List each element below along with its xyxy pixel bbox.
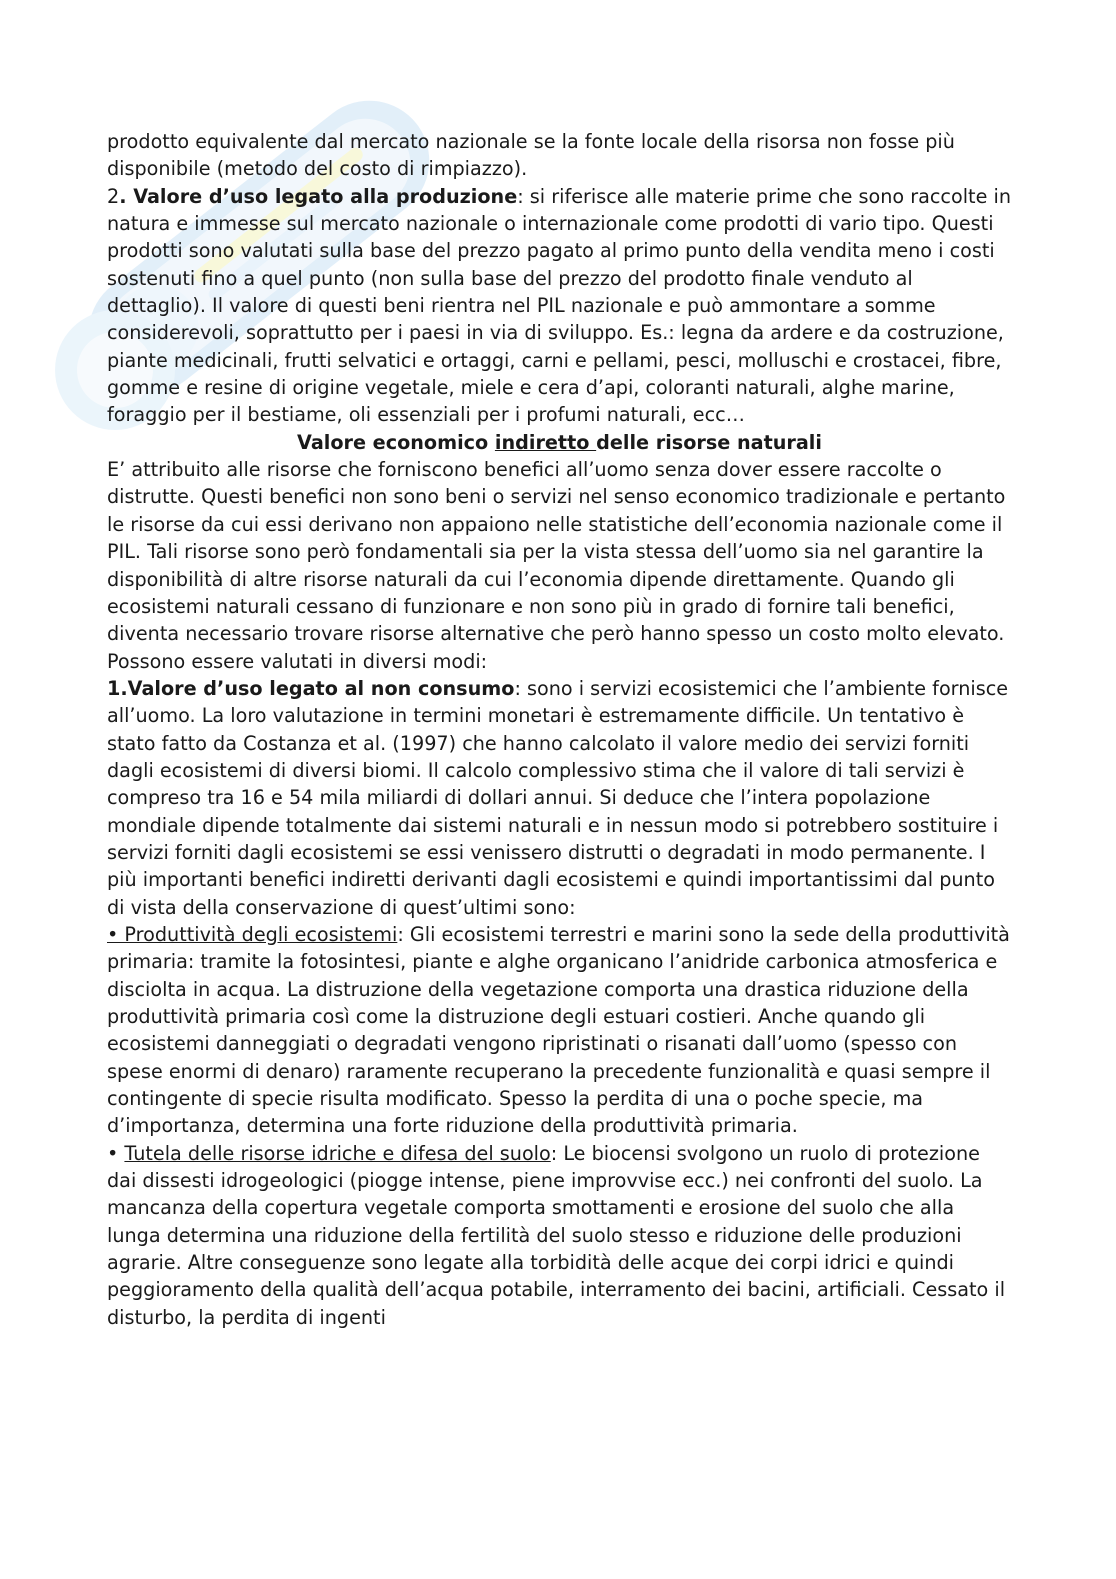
- heading-part: delle risorse naturali: [596, 430, 822, 454]
- list-number: 2: [107, 184, 120, 208]
- heading-part: Valore economico: [297, 430, 495, 454]
- bullet-marker: •: [107, 1141, 125, 1165]
- bullet-title-water-soil-protection: Tutela delle risorse idriche e difesa del suolo: [124, 1141, 551, 1165]
- document-page: [107, 128, 1012, 1331]
- paragraph-body: : sono i servizi ecosistemici che l’ambiente fornisce all’uomo. La loro valutazione in termini monetari è estremamente difficile. Un tentativo è stato fatto da Costanza et al. (1997) che hanno calcolato il valore medio dei servizi forniti dagli ecosistemi di diversi biomi. Il calcolo complessivo stima che il valore di tali servizi è compreso tra 16 e 54 mila miliardi di dollari annui. Si deduce che l’intera popolazione mondiale dipende totalmente dai sistemi naturali e in nessun modo si potrebbero sostituire i servizi forniti dagli ecosistemi se essi venissero distrutti o degradati in modo permanente. I più importanti benefici indiretti derivanti dagli ecosistemi e quindi importantissimi dal punto di vista della conservazione di quest’ultimi sono:: [107, 676, 1009, 919]
- heading-underlined-word: indiretto: [494, 430, 597, 454]
- bullet-title-ecosystem-productivity: • Produttività degli ecosistemi: [107, 922, 398, 946]
- paragraph-non-consumptive-use-value: [107, 675, 1012, 921]
- section-title-production-use-value: . Valore d’uso legato alla produzione: [119, 184, 518, 208]
- paragraph-indirect-value-intro: E’ attribuito alle risorse che forniscono benefici all’uomo senza dover essere raccolte o distrutte. Questi benefici non sono beni o servizi nel senso economico tradizionale e pertanto le risorse da cui essi derivano non appaiono nelle statistiche dell’economia nazionale come il PIL. Tali risorse sono però fondamentali sia per la vista stessa dell’uomo sia nel garantire la disponibilità di altre risorse naturali da cui l’economia dipende direttamente. Quando gli ecosistemi naturali cessano di funzionare e non sono più in grado di fornire tali benefici, diventa necessario trovare risorse alternative che però hanno spesso un costo molto elevato. Possono essere valutati in diversi modi:: [107, 458, 1006, 673]
- paragraph-production-use-value: [107, 183, 1012, 429]
- section-title-non-consumptive-use-value: 1.Valore d’uso legato al non consumo: [107, 676, 515, 700]
- bullet-ecosystem-productivity: [107, 921, 1012, 1140]
- bullet-water-soil-protection: [107, 1140, 1012, 1331]
- section-heading-indirect-value: [107, 429, 1012, 456]
- paragraph-body: : si riferisce alle materie prime che sono raccolte in natura e immesse sul mercato nazionale o internazionale come prodotti di vario tipo. Questi prodotti sono valutati sulla base del prezzo pagato al primo punto della vendita meno i costi sostenuti fino a quel punto (non sulla base del prezzo del prodotto finale venduto al dettaglio). Il valore di questi beni rientra nel PIL nazionale e può ammontare a somme considerevoli, soprattutto per i paesi in via di sviluppo. Es.: legna da ardere e da costruzione, piante medicinali, frutti selvatici e ortaggi, carni e pellami, pesci, molluschi e crostacei, fibre, gomme e resine di origine vegetale, miele e cera d’api, coloranti naturali, alghe marine, foraggio per il bestiame, oli essenziali per i profumi naturali, ecc…: [107, 184, 1011, 427]
- bullet-body: : Le biocensi svolgono un ruolo di protezione dai dissesti idrogeologici (piogge intense, piene improvvise ecc.) nei confronti del suolo. La mancanza della copertura vegetale comporta smottamenti e erosione del suolo che alla lunga determina una riduzione della fertilità del suolo stesso e riduzione delle produzioni agrarie. Altre conseguenze sono legate alla torbidità delle acque dei corpi idrici e quindi peggioramento della qualità dell’acqua potabile, interramento dei bacini, artificiali. Cessato il disturbo, la perdita di ingenti: [107, 1141, 1006, 1329]
- paragraph-replacement-cost: prodotto equivalente dal mercato nazionale se la fonte locale della risorsa non fosse più disponibile (metodo del costo di rimpiazzo).: [107, 130, 955, 181]
- bullet-body: : Gli ecosistemi terrestri e marini sono la sede della produttività primaria: tramite la fotosintesi, piante e alghe organicano l’anidride carbonica atmosferica e disciolta in acqua. La distruzione della vegetazione comporta una drastica riduzione della produttività primaria così come la distruzione degli estuari costieri. Anche quando gli ecosistemi danneggiati o degradati vengono ripristinati o risanati dall’uomo (spesso con spese enormi di denaro) raramente recuperano la precedente funzionalità e quasi sempre il contingente di specie risulta modificato. Spesso la perdita di una o poche specie, ma d’importanza, determina una forte riduzione della produttività primaria.: [107, 922, 1010, 1138]
